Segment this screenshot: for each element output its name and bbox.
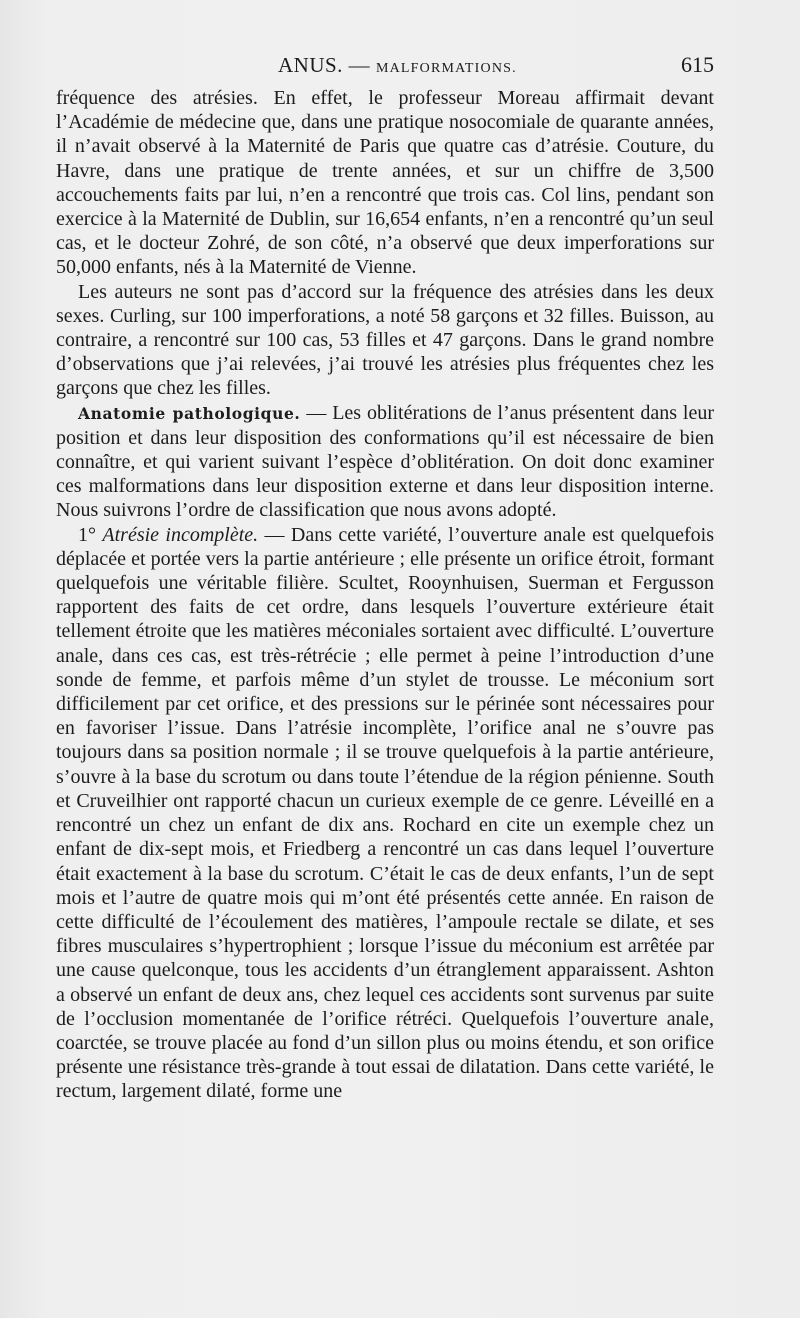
paragraph-anatomy	[56, 401, 714, 523]
body-text	[56, 86, 714, 1104]
section-number: 1°	[78, 523, 96, 546]
running-title-main: ANUS. —	[278, 53, 371, 77]
page-number: 615	[681, 52, 714, 77]
paragraph-sexes: Les auteurs ne sont pas d’accord sur la fréquence des atrésies dans les deux sexes. Curling, sur 100 imperforations, a noté 58 garçons et 32 filles. Buisson, au contraire, a rencontré sur 100 cas, 53 filles et 47 garçons. Dans le grand nombre d’observations que j’ai relevées, j’ai trouvé les atrésies plus fréquentes chez les garçons que chez les filles.	[56, 280, 714, 400]
running-head	[56, 50, 714, 80]
section-heading-atresie: Atrésie incomplète.	[102, 523, 259, 546]
paragraph-atresie-text: — Dans cette variété, l’ouverture anale est quelquefois déplacée et portée vers la partie antérieure ; elle présente un orifice étroit, formant quelquefois une véritable filière. Scultet, Rooynhuisen, Suerman et Fergusson rapportent des faits de cet ordre, dans lesquels l’ouverture extérieure était tellement étroite que les matières méconiales sortaient avec difficulté. L’ouverture anale, dans ces cas, est très-rétrécie ; elle permet à peine l’introduction d’une sonde de femme, et parfois même d’un stylet de trousse. Le méconium sort difficilement par cet orifice, et des pressions sur le périnée sont nécessaires pour en favoriser l’issue. Dans l’atrésie incomplète, l’orifice anal ne s’ouvre pas toujours dans sa position normale ; il se trouve quelquefois à la partie antérieure, s’ouvre à la base du scrotum ou dans toute l’étendue de la région pénienne. South et Cruveilhier ont rapporté chacun un curieux exemple de ce genre. Léveillé en a rencontré un chez un enfant de dix ans. Rochard en cite un exemple chez un enfant de dix-sept mois, et Friedberg a rencontré un cas dans lequel l’ouverture était exactement à la base du scrotum. C’était le cas de deux enfants, l’un de sept mois et l’autre de quatre mois qui m’ont été présentés cette année. En raison de cette difficulté de l’écoulement des matières, l’ampoule rectale se dilate, et ses fibres musculaires s’hypertrophient ; lorsque l’issue du méconium est arrêtée par une cause quelconque, tous les accidents d’un étranglement apparaissent. Ashton a observé un enfant de deux ans, chez lequel ces accidents sont survenus par suite de l’occlusion momentanée de l’orifice rétréci. Quelquefois l’ouverture anale, coarctée, se trouve placée au fond d’un sillon plus ou moins étendu, et son orifice présente une résistance très-grande à tout essai de dilatation. Dans cette variété, le rectum, largement dilaté, forme une	[56, 523, 714, 1103]
running-title-sub: MALFORMATIONS.	[375, 61, 517, 76]
paragraph-frequency: fréquence des atrésies. En effet, le professeur Moreau affirmait devant l’Académie de médecine que, dans une pratique nosocomiale de quarante années, il n’avait observé à la Maternité de Paris que quatre cas d’atrésie. Couture, du Havre, dans une pratique de trente années, et sur un chiffre de 3,500 accouchements faits par lui, n’en a rencontré que trois cas. Col lins, pendant son exercice à la Maternité de Dublin, sur 16,654 enfants, n’en a rencontré qu’un seul cas, et le docteur Zohré, de son côté, n’a observé que deux imperforations sur 50,000 enfants, nés à la Maternité de Vienne.	[56, 87, 714, 279]
running-title	[278, 50, 517, 84]
paragraph-atresie-incomplete	[56, 523, 714, 1104]
paragraph-anatomy-text: — Les oblitérations de l’anus présentent dans leur position et dans leur disposition des conformations qu’il est nécessaire de bien connaître, et qui varient suivant l’espèce d’oblitération. On doit donc examiner ces malformations dans leur disposition externe et dans leur disposition interne. Nous suivrons l’ordre de classification que nous avons adopté.	[56, 401, 714, 522]
section-heading-anatomie: Anatomie pathologique.	[78, 403, 301, 423]
